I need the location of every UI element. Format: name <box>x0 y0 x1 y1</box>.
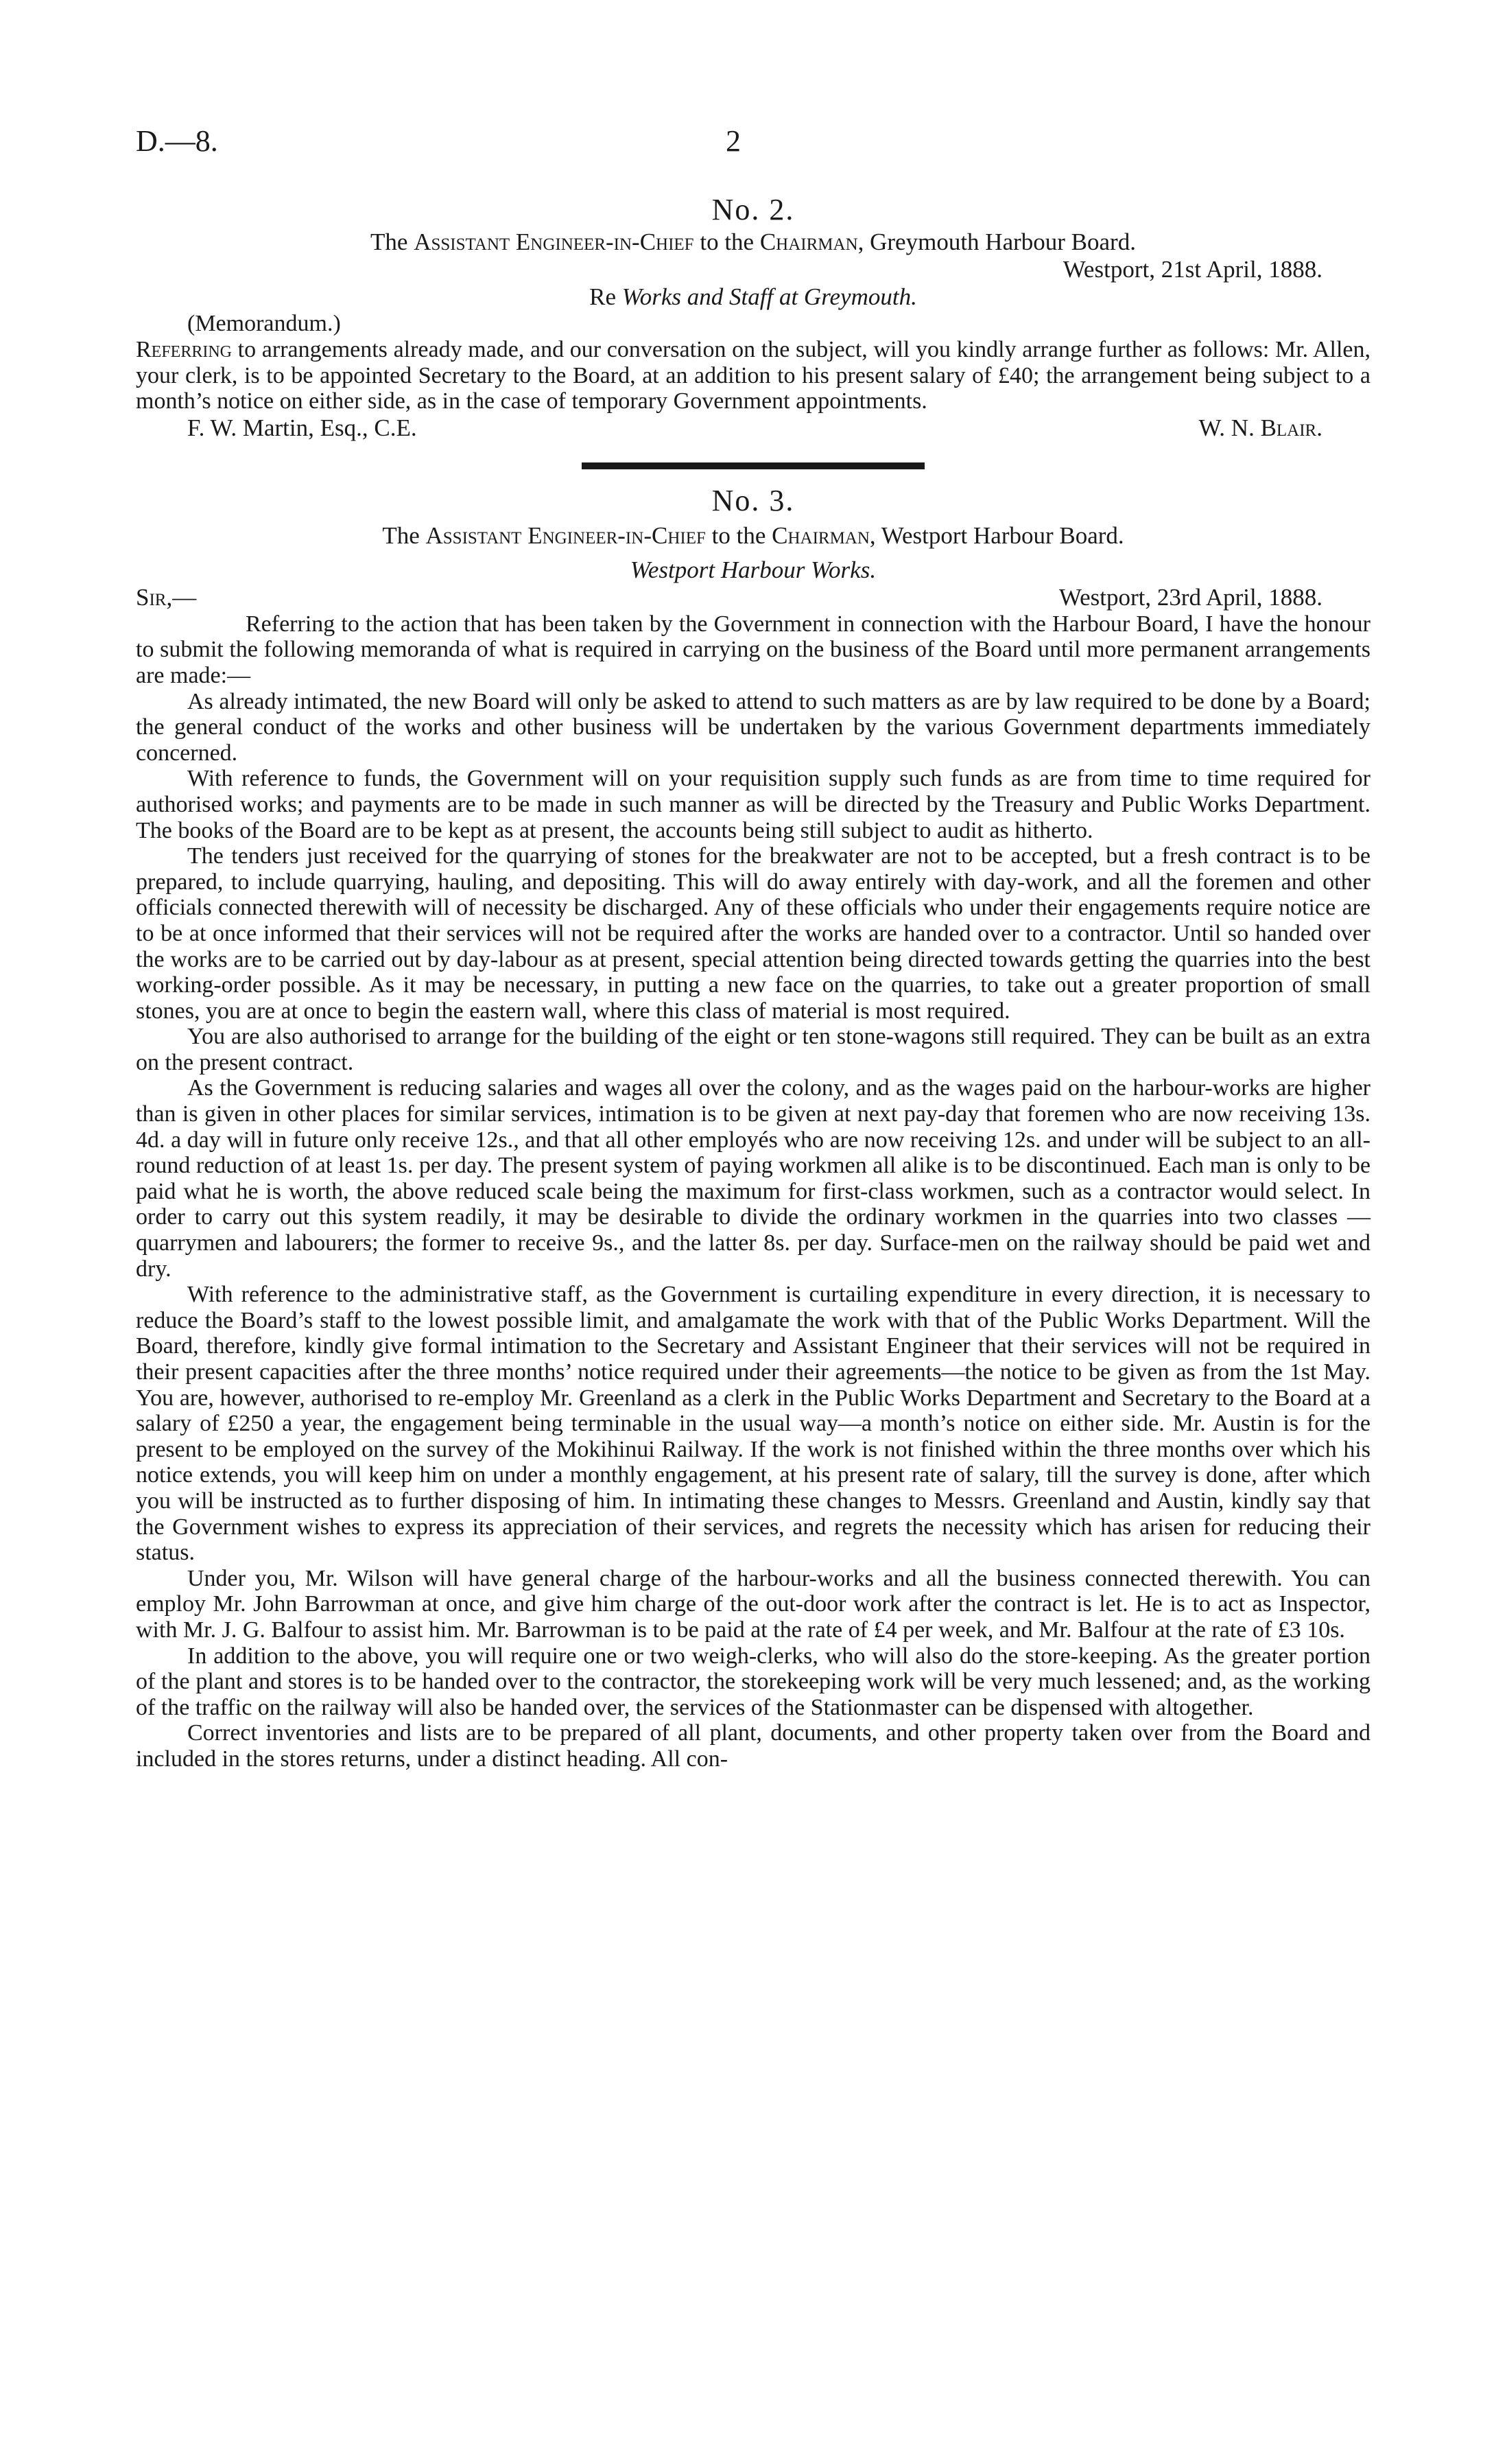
letter-headline: The Assistant Engineer-in-Chief to the Chairman, Westport Harbour Board. <box>382 521 1124 549</box>
paragraph: Referring to the action that has been taken by the Government in connection with the Harbour Board, I have the honour to submit the following memoranda of what is required in carrying on the business of the Board until more permanent arrangements are made:— <box>136 611 1370 688</box>
paragraph: As already intimated, the new Board will only be asked to attend to such matters as are by law required to be done by a Board; the general conduct of the works and other business will be undertaken by the various Government departments immediately concerned. <box>136 688 1370 766</box>
paragraph: As the Government is reducing salaries and wages all over the colony, and as the wages paid on the harbour-works are higher than is given in other places for similar services, intimation is to be given at next pay-day that foremen who are now receiving 13s. 4d. a day will in future only receive 12s., and that all other employés who are now receiving 12s. and under will be subject to an all-round reduction of at least 1s. per day. The present system of paying workmen all alike is to be discontinued. Each man is only to be paid what he is worth, the above reduced scale being the maximum for first-class workmen, such as a contractor would select. In order to carry out this system readily, it may be desirable to divide the ordinary workmen in the quarries into two classes —quarrymen and labourers; the former to receive 9s., and the latter 8s. per day. Surface-men on the railway should be paid wet and dry. <box>136 1075 1370 1282</box>
memorandum-label: (Memorandum.) <box>187 311 341 336</box>
document-reference: D.—8. <box>136 124 218 158</box>
letter-number: No. 3. <box>711 483 795 517</box>
letter-body <box>136 611 1370 1772</box>
letter-subject: Re Works and Staff at Greymouth. <box>589 283 917 310</box>
dateline: Westport, 23rd April, 1888. <box>1058 583 1322 611</box>
letter-headline: The Assistant Engineer-in-Chief to the Chairman, Greymouth Harbour Board. <box>370 228 1136 255</box>
page-number: 2 <box>726 124 741 158</box>
letter-subject: Westport Harbour Works. <box>630 556 877 583</box>
sender-title: Assistant Engineer-in-Chief <box>414 228 694 255</box>
letter-no-2 <box>136 192 1370 442</box>
salutation: Sir,— <box>136 583 197 611</box>
paragraph: In addition to the above, you will require one or two weigh-clerks, who will also do the store-keeping. As the greater portion of the plant and stores is to be handed over to the contractor, the storekeeping work will be very much lessened; and, as the working of the traffic on the railway will also be handed over, the services of the Stationmaster can be dispensed with altogether. <box>136 1643 1370 1720</box>
recipient-title: Chairman <box>772 521 870 549</box>
paragraph: Under you, Mr. Wilson will have general charge of the harbour-works and all the business connected therewith. You can employ Mr. John Barrowman at once, and give him charge of the out-door work after the contract is let. He is to act as Inspector, with Mr. J. G. Balfour to assist him. Mr. Barrowman is to be paid at the rate of £4 per week, and Mr. Balfour at the rate of £3 10s. <box>136 1565 1370 1643</box>
sender-title: Assistant Engineer-in-Chief <box>425 521 706 549</box>
memo-body: Referring to arrangements already made, and our conversation on the subject, will you kindly arrange further as follows: Mr. Allen, your clerk, is to be appointed Secretary to the Board, at an addition to his present salary of £40; the arrangement being subject to a month’s notice on either side, as in the case of temporary Government appointments. <box>136 337 1370 414</box>
paragraph: With reference to funds, the Government will on your requisition supply such funds as are from time to time required for authorised works; and payments are to be made in such manner as will be directed by the Treasury and Public Works Department. The books of the Board are to be kept as at present, the accounts being still subject to audit as hitherto. <box>136 766 1370 843</box>
page-header <box>136 117 1370 165</box>
paragraph: Correct inventories and lists are to be prepared of all plant, documents, and other property taken over from the Board and included in the stores returns, under a distinct heading. All con- <box>136 1720 1370 1772</box>
letter-number: No. 2. <box>711 193 795 226</box>
salutation-row <box>136 584 1370 611</box>
signature: W. N. Blair. <box>1198 414 1322 441</box>
section-divider <box>582 462 925 469</box>
dateline: Westport, 21st April, 1888. <box>1063 256 1322 283</box>
document-page <box>136 117 1370 1772</box>
paragraph: You are also authorised to arrange for the building of the eight or ten stone-wagons still required. They can be built as an extra on the present contract. <box>136 1024 1370 1075</box>
addressee: F. W. Martin, Esq., C.E. <box>187 414 417 441</box>
paragraph: With reference to the administrative staff, as the Government is curtailing expenditure in every direction, it is necessary to reduce the Board’s staff to the lowest possible limit, and amalgamate the work with that of the Public Works Department. Will the Board, therefore, kindly give formal intimation to the Secretary and Assistant Engineer that their services will not be required in their present capacities after the three months’ notice required under their agreements—the notice to be given as from the 1st May. You are, however, authorised to re-employ Mr. Greenland as a clerk in the Public Works Department and Secretary to the Board at a salary of £250 a year, the engagement being terminable in the usual way—a month’s notice on either side. Mr. Austin is for the present to be employed on the survey of the Mokihinui Railway. If the work is not finished within the three months over which his notice extends, you will keep him on under a monthly engagement, at his present rate of salary, till the survey is done, after which you will be instructed as to further disposing of him. In intimating these changes to Messrs. Greenland and Austin, kindly say that the Government wishes to express its appreciation of their services, and regrets the necessity which has arisen for reducing their status. <box>136 1282 1370 1566</box>
letter-no-3 <box>136 483 1370 1772</box>
memo-signoff <box>136 414 1370 442</box>
paragraph: The tenders just received for the quarrying of stones for the breakwater are not to be accepted, but a fresh contract is to be prepared, to include quarrying, hauling, and depositing. This will do away entirely with day-work, and all the foremen and other officials connected therewith will of necessity be discharged. Any of these officials who under their engagements require notice are to be at once informed that their services will not be required after the works are handed over to a contractor. Until so handed over the works are to be carried out by day-labour as at present, special attention being directed towards getting the quarries into the best working-order possible. As it may be necessary, in putting a new face on the quarries, to take out a greater proportion of small stones, you are at once to begin the eastern wall, where this class of material is most required. <box>136 843 1370 1024</box>
recipient-title: Chairman <box>759 228 858 255</box>
